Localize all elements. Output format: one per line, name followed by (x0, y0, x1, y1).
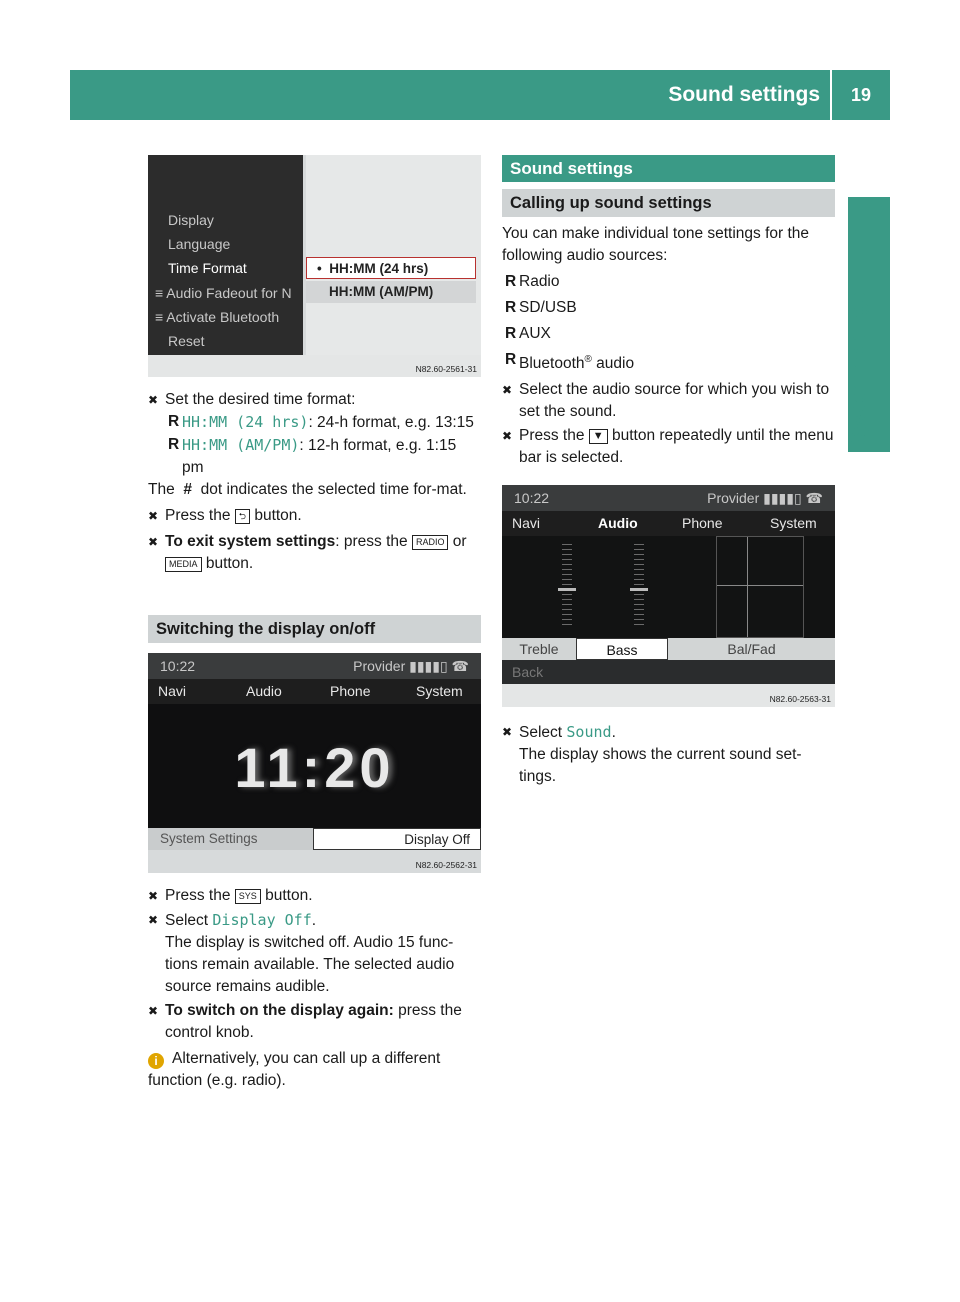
step-switch-on (148, 1000, 481, 1044)
source-label: Bluetooth (519, 355, 585, 373)
dot-note (148, 479, 481, 501)
main-nav (148, 679, 481, 704)
dot-note-a: The (148, 481, 175, 498)
status-bar (502, 485, 835, 511)
back-item: Back (502, 660, 835, 684)
step-arrow-icon: ✖ (502, 383, 513, 398)
source-suffix: audio (591, 355, 635, 373)
bullet-mark: R (505, 299, 517, 316)
step-arrow-icon: ✖ (148, 535, 159, 549)
option-ampm-ref: HH:MM (AM/PM) (182, 436, 300, 454)
nav-phone: Phone (682, 515, 723, 532)
step-text: Select (165, 912, 209, 929)
balance-fader-grid (716, 536, 804, 638)
info-note (148, 1048, 481, 1092)
step-text: press the control knob. (165, 1002, 462, 1041)
list-icon: ≡ (155, 309, 164, 325)
step-text: Press the (519, 427, 585, 445)
display-off-ref: Display Off (212, 911, 312, 929)
option-24hrs (306, 257, 476, 279)
nav-navi: Navi (512, 515, 541, 532)
system-settings-item: System Settings (160, 831, 258, 846)
step-arrow-icon: ✖ (148, 1004, 159, 1018)
bullet-mark: R (505, 325, 517, 342)
provider-status: Provider ▮▮▮▮▯ ☎ (353, 658, 469, 674)
source-radio (502, 271, 835, 293)
registered-mark: ® (584, 354, 592, 365)
source-label: SD/USB (519, 299, 577, 316)
bottom-menu (148, 828, 481, 850)
info-icon: i (148, 1053, 164, 1069)
sound-ref: Sound (566, 723, 612, 742)
step-text: Set the desired time format: (165, 391, 356, 408)
step-text: : press the (335, 533, 408, 550)
step-arrow-icon: ✖ (148, 393, 159, 407)
page-number: 19 (850, 85, 872, 105)
nav-system: System (416, 683, 463, 699)
nav-navi: Navi (158, 683, 187, 699)
bullet-mark: R (168, 413, 180, 430)
step-exit (148, 531, 481, 575)
fader-axis (747, 537, 748, 637)
nav-audio: Audio (598, 515, 638, 532)
balance-axis (717, 585, 803, 586)
step-press-back (148, 505, 481, 527)
menu-item-activate-bluetooth-label: Activate Bluetooth (166, 309, 280, 325)
bullet-mark: R (505, 351, 517, 368)
display-off-screenshot (148, 653, 481, 873)
step-bold: To exit system settings (165, 533, 336, 550)
display-off-item: Display Off (313, 828, 481, 850)
step-arrow-icon: ✖ (502, 429, 513, 444)
option-ampm-desc: : 12-h format, e.g. 1:15 pm (182, 437, 457, 476)
header-title: Sound settings (668, 83, 820, 106)
step-text: button. (265, 887, 313, 904)
radio-key-icon: RADIO (412, 535, 449, 550)
time-format-screenshot (148, 155, 481, 377)
step-desc: The display shows the current sound set-tings. (519, 746, 802, 786)
nav-audio: Audio (246, 683, 282, 699)
status-bar (148, 653, 481, 679)
treble-slider (562, 544, 572, 630)
image-code: N82.60-2563-31 (769, 694, 831, 705)
bullet-24hrs (148, 411, 481, 434)
tab-bass: Bass (576, 638, 668, 660)
option-ampm: HH:MM (AM/PM) (306, 281, 476, 303)
nav-system: System (770, 515, 817, 532)
list-icon: ≡ (155, 285, 164, 301)
step-text: Select the audio source for which you wish to set the sound. (519, 381, 830, 421)
source-sdusb (502, 297, 835, 319)
step-text: . (311, 912, 317, 929)
step-text: button. (254, 507, 302, 524)
step-arrow-icon: ✖ (148, 889, 159, 903)
equalizer-area (502, 536, 835, 638)
option-24hrs-ref: HH:MM (24 hrs) (182, 413, 309, 431)
selected-dot-icon: • (317, 261, 322, 276)
step-text: Press the (165, 887, 231, 904)
step-text: or (452, 533, 467, 550)
bullet-mark: R (505, 273, 517, 290)
status-time: 10:22 (514, 490, 550, 507)
treble-thumb (558, 588, 576, 591)
clock-display: 11:20 (234, 736, 395, 799)
page-header (70, 70, 890, 120)
dot-symbol: # (183, 481, 192, 498)
source-bluetooth (502, 349, 835, 375)
step-text: Press the (165, 507, 231, 524)
step-bold: To switch on the display again: (165, 1002, 394, 1019)
bullet-ampm (148, 434, 481, 479)
section-heading-display: Switching the display on/off (148, 615, 481, 643)
step-arrow-icon: ✖ (502, 725, 513, 740)
step-select-sound (502, 721, 835, 788)
sound-settings-screenshot (502, 485, 835, 707)
bass-slider (634, 544, 644, 630)
provider-status: Provider ▮▮▮▮▯ ☎ (707, 490, 823, 507)
right-column (502, 155, 835, 788)
step-select-source (502, 379, 835, 423)
bullet-mark: R (168, 436, 180, 453)
subheading-calling-up: Calling up sound settings (502, 189, 835, 217)
tab-treble: Treble (519, 641, 559, 658)
menu-item-display: Display (168, 212, 214, 228)
left-column (148, 155, 481, 1092)
info-text: Alternatively, you can call up a different function (e.g. radio). (148, 1050, 441, 1089)
step-select-display-off (148, 909, 481, 998)
step-text: . (611, 724, 616, 742)
sound-tabs (502, 638, 835, 660)
step-text: button. (205, 555, 254, 572)
source-label: AUX (519, 325, 551, 342)
image-code: N82.60-2561-31 (415, 364, 477, 374)
clock-area (148, 704, 481, 828)
option-24hrs-desc: : 24-h format, e.g. 13:15 (308, 414, 474, 431)
nav-phone: Phone (330, 683, 371, 699)
intro-text: You can make individual tone settings for the following audio sources: (502, 225, 810, 264)
menu-item-reset: Reset (168, 333, 205, 349)
dot-note-b: dot indicates the selected time for-mat. (200, 481, 467, 498)
step-set-format (148, 389, 481, 411)
option-24hrs-label: HH:MM (24 hrs) (329, 261, 429, 276)
step-text: Select (519, 724, 563, 742)
tab-balfad: Bal/Fad (727, 641, 776, 658)
step-arrow-icon: ✖ (148, 913, 159, 927)
step-press-sys (148, 885, 481, 907)
side-tab-label: System settings (848, 291, 870, 445)
menu-item-time-format: Time Format (168, 260, 247, 276)
sys-key-icon: SYS (235, 889, 261, 904)
menu-item-audio-fadeout (155, 284, 292, 302)
options-panel (306, 155, 481, 355)
down-key-icon: ▼ (589, 429, 608, 444)
main-nav (502, 511, 835, 536)
menu-item-audio-fadeout-label: Audio Fadeout for N (166, 285, 292, 301)
back-key-icon: ⮌ (235, 509, 250, 524)
image-code: N82.60-2562-31 (415, 860, 477, 870)
source-aux (502, 323, 835, 345)
section-heading-sound: Sound settings (502, 155, 835, 182)
menu-item-language: Language (168, 236, 231, 252)
step-arrow-icon: ✖ (148, 509, 159, 523)
bass-thumb (630, 588, 648, 591)
source-label: Radio (519, 273, 560, 290)
media-key-icon: MEDIA (165, 557, 202, 572)
menu-item-activate-bluetooth (155, 308, 279, 326)
step-press-down (502, 425, 835, 469)
status-time: 10:22 (160, 658, 196, 674)
step-desc: The display is switched off. Audio 15 func-tions remain available. The selected audio source remains audible. (165, 934, 455, 995)
step-text: button repeatedly until the menu bar is selected. (519, 427, 834, 467)
